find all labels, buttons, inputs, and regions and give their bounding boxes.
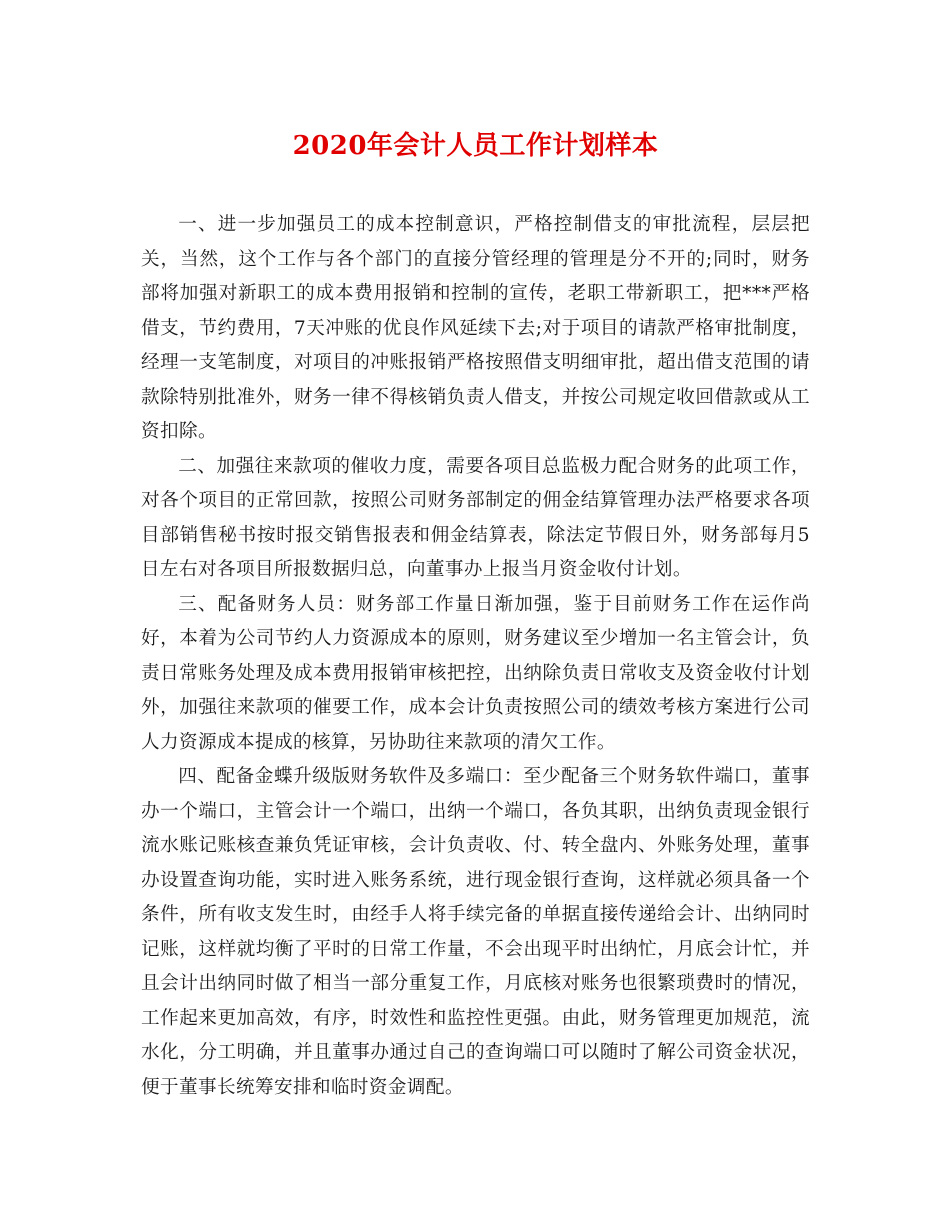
paragraph-staffing: 三、配备财务人员：财务部工作量日渐加强，鉴于目前财务工作在运作尚好，本着为公司节约人力资源成本的原则，财务建议至少增加一名主管会计，负责日常账务处理及成本费用报销审核把控，出纳除负责日常收支及资金收付计划外，加强往来款项的催要工作，成本会计负责按照公司的绩效考核方案进行公司人力资源成本提成的核算，另协助往来款项的清欠工作。	[141, 593, 810, 753]
paragraph-software: 四、配备金蝶升级版财务软件及多端口：至少配备三个财务软件端口，董事办一个端口，主管会计一个端口，出纳一个端口，各负其职，出纳负责现金银行流水账记账核查兼负凭证审核，会计负责收、付、转全盘内、外账务处理，董事办设置查询功能，实时进入账务系统，进行现金银行查询，这样就必须具备一个条件，所有收支发生时，由经手人将手续完备的单据直接传递给会计、出纳同时记账，这样就均衡了平时的日常工作量，不会出现平时出纳忙，月底会计忙，并且会计出纳同时做了相当一部分重复工作，月底核对账务也很繁琐费时的情况，工作起来更加高效，有序，时效性和监控性更强。由此，财务管理更加规范，流水化，分工明确，并且董事办通过自己的查询端口可以随时了解公司资金状况，便于董事长统筹安排和临时资金调配。	[141, 766, 810, 1098]
document-title: 2020年会计人员工作计划样本	[292, 131, 659, 161]
paragraph-cost-control: 一、进一步加强员工的成本控制意识，严格控制借支的审批流程，层层把关，当然，这个工作与各个部门的直接分管经理的管理是分不开的;同时，财务部将加强对新职工的成本费用报销和控制的宣传，老职工带新职工，把***严格借支，节约费用，7天冲账的优良作风延续下去;对于项目的请款严格审批制度，经理一支笔制度，对项目的冲账报销严格按照借支明细审批，超出借支范围的请款除特别批准外，财务一律不得核销负责人借支，并按公司规定收回借款或从工资扣除。	[141, 214, 810, 442]
paragraph-receivables: 二、加强往来款项的催收力度，需要各项目总监极力配合财务的此项工作，对各个项目的正常回款，按照公司财务部制定的佣金结算管理办法严格要求各项目部销售秘书按时报交销售报表和佣金结算表，除法定节假日外，财务部每月5日左右对各项目所报数据归总，向董事办上报当月资金收付计划。	[141, 455, 810, 580]
